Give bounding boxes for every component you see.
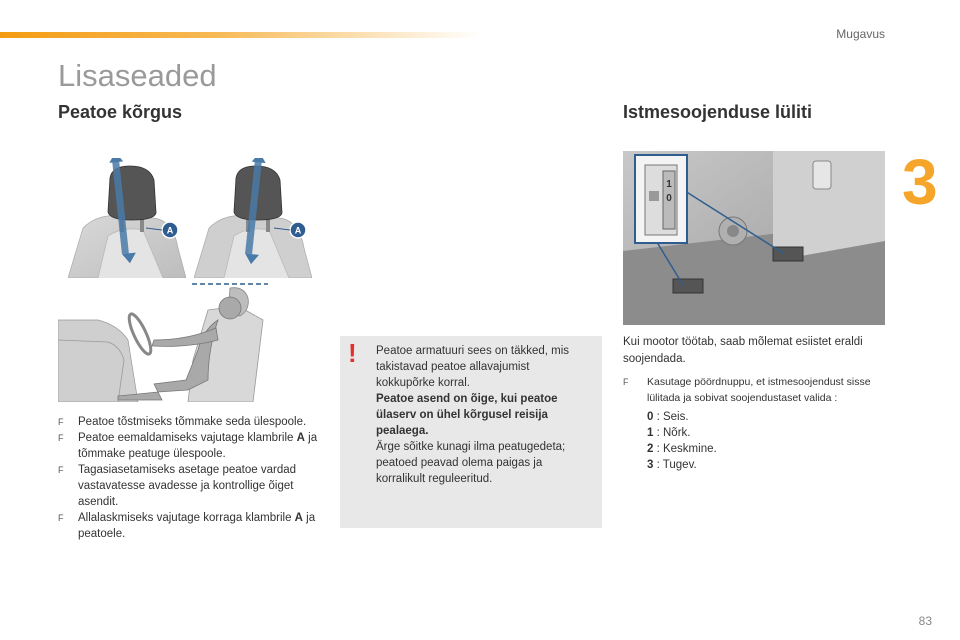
headrest-instructions (58, 414, 320, 542)
section-name: Mugavus (836, 27, 885, 41)
label-a: A (294, 225, 302, 236)
bullet-marker: F (58, 433, 64, 443)
page-number: 83 (918, 614, 932, 628)
warning-text: Peatoe armatuuri sees on täkked, mis takistavad peatoe allavajumist kokkupõrke korral. Peatoe asend on õige, kui peatoe ülaserv on ühel kõrgusel reisija pealaega. Ärge sõitke kunagi ilma peatugedeta; peatoed peavad olema paigas ja korralikult reguleeritud. (376, 345, 570, 485)
warning-icon: ! (348, 338, 357, 368)
seat-heater-heading: Istmesoojenduse lüliti (623, 102, 813, 122)
bullet-marker: F (58, 513, 64, 523)
list-item: 3 : Tugev. (647, 459, 697, 471)
switch-label-1: 1 (666, 179, 672, 190)
chapter-number: 3 (902, 146, 938, 218)
seat-heater-instruction: F Kasutage pöördnuppu, et istmesoojendust sisse lülitada ja sobivat soojendustaset valida : (623, 376, 871, 404)
list-item: F Peatoe eemaldamiseks vajutage klambrile A ja tõmmake peatuge ülespoole. (58, 432, 318, 460)
list-item: 2 : Keskmine. (647, 443, 717, 455)
driver-posture-illustration (58, 280, 268, 402)
seat-heater-intro: Kui mootor töötab, saab mõlemat esiistet eraldi soojendada. (623, 336, 863, 365)
list-item: F Allalaskmiseks vajutage korraga klambrile A ja peatoele. (58, 512, 316, 540)
heat-levels (647, 409, 717, 473)
list-item: F Tagasiasetamiseks asetage peatoe vardad vastavatesse avadesse ja kontrollige õiget asendit. (58, 464, 297, 508)
bullet-marker: F (58, 417, 64, 427)
page-title: Lisaseaded (58, 58, 217, 93)
seat-heater-photo (623, 151, 885, 325)
bullet-marker: F (58, 465, 64, 475)
headrest-heading: Peatoe kõrgus (58, 102, 183, 122)
label-a: A (166, 225, 174, 236)
list-item: F Peatoe tõstmiseks tõmmake seda ülespoole. (58, 416, 307, 428)
list-item: 0 : Seis. (647, 411, 689, 423)
headrest-illustration-1 (68, 158, 186, 278)
headrest-illustration-2 (194, 158, 312, 278)
list-item: 1 : Nõrk. (647, 427, 691, 439)
bullet-marker: F (623, 377, 629, 387)
switch-label-0: 0 (666, 193, 672, 204)
top-accent-bar (0, 32, 480, 38)
